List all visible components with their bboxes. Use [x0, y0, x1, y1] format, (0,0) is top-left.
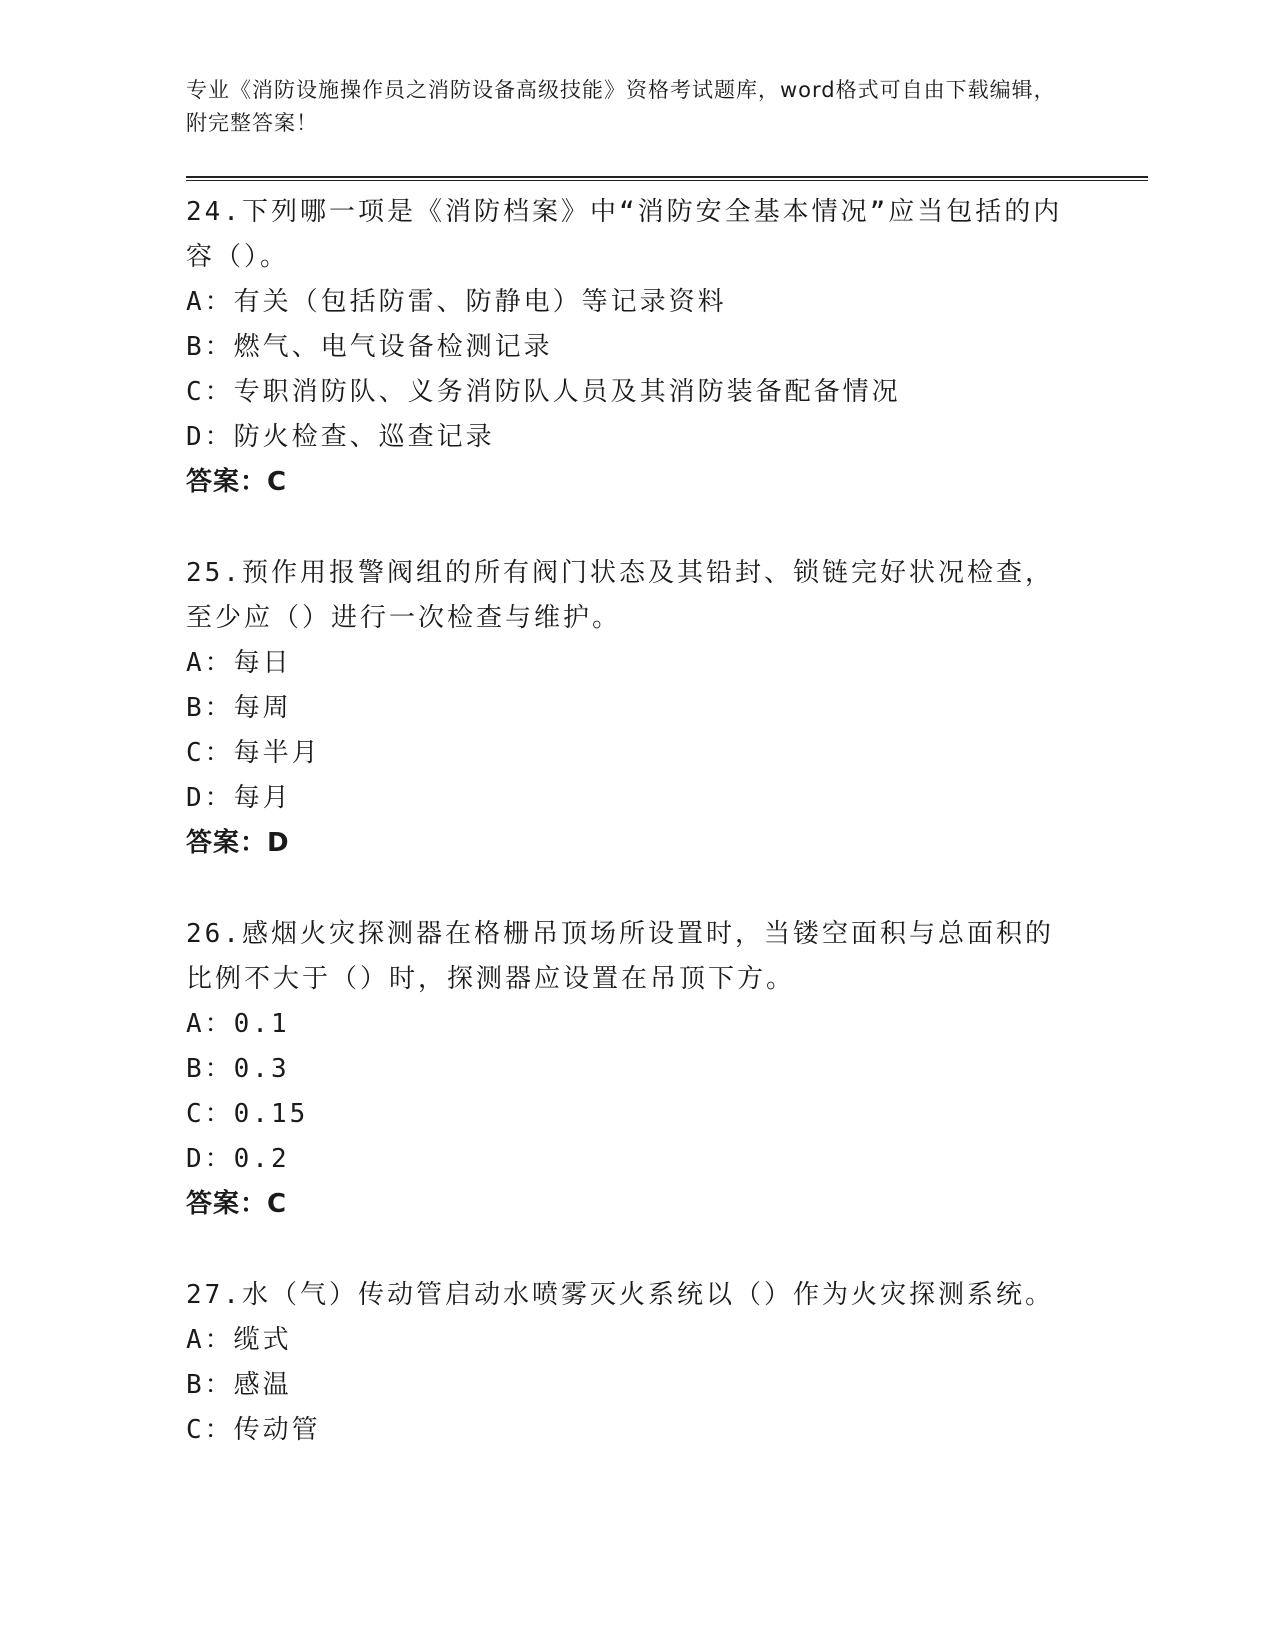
option-b: B：感温 — [186, 1370, 292, 1400]
option-d: D：0.2 — [186, 1144, 290, 1174]
question-24 — [186, 190, 1066, 505]
option-d: D：每月 — [186, 783, 292, 813]
question-26 — [186, 912, 1066, 1227]
document-page — [186, 0, 1146, 1650]
header-divider — [186, 176, 1148, 181]
question-stem: 24.下列哪一项是《消防档案》中“消防安全基本情况”应当包括的内容（）。 — [186, 197, 1063, 272]
option-b: B：燃气、电气设备检测记录 — [186, 332, 553, 362]
question-stem: 27.水（气）传动管启动水喷雾灭火系统以（）作为火灾探测系统。 — [186, 1280, 1054, 1310]
option-c: C：0.15 — [186, 1099, 309, 1129]
option-a: A：有关（包括防雷、防静电）等记录资料 — [186, 287, 727, 317]
question-25 — [186, 551, 1066, 866]
answer-line: 答案：C — [186, 467, 288, 497]
answer-line: 答案：C — [186, 1189, 288, 1219]
option-b: B：每周 — [186, 693, 292, 723]
question-list — [186, 190, 1066, 1499]
option-c: C：每半月 — [186, 738, 321, 768]
question-stem: 25.预作用报警阀组的所有阀门状态及其铅封、锁链完好状况检查，至少应（）进行一次检查与维护。 — [186, 558, 1054, 633]
document-header: 专业《消防设施操作员之消防设备高级技能》资格考试题库，word格式可自由下载编辑，附完整答案！ — [186, 78, 1056, 135]
option-c: C：传动管 — [186, 1415, 321, 1445]
option-a: A：缆式 — [186, 1325, 292, 1355]
question-27 — [186, 1273, 1066, 1453]
answer-line: 答案：D — [186, 828, 290, 858]
question-stem: 26.感烟火灾探测器在格栅吊顶场所设置时，当镂空面积与总面积的比例不大于（）时，探测器应设置在吊顶下方。 — [186, 919, 1054, 994]
option-a: A：0.1 — [186, 1009, 290, 1039]
option-d: D：防火检查、巡查记录 — [186, 422, 495, 452]
option-c: C：专职消防队、义务消防队人员及其消防装备配备情况 — [186, 377, 901, 407]
option-b: B：0.3 — [186, 1054, 290, 1084]
option-a: A：每日 — [186, 648, 292, 678]
